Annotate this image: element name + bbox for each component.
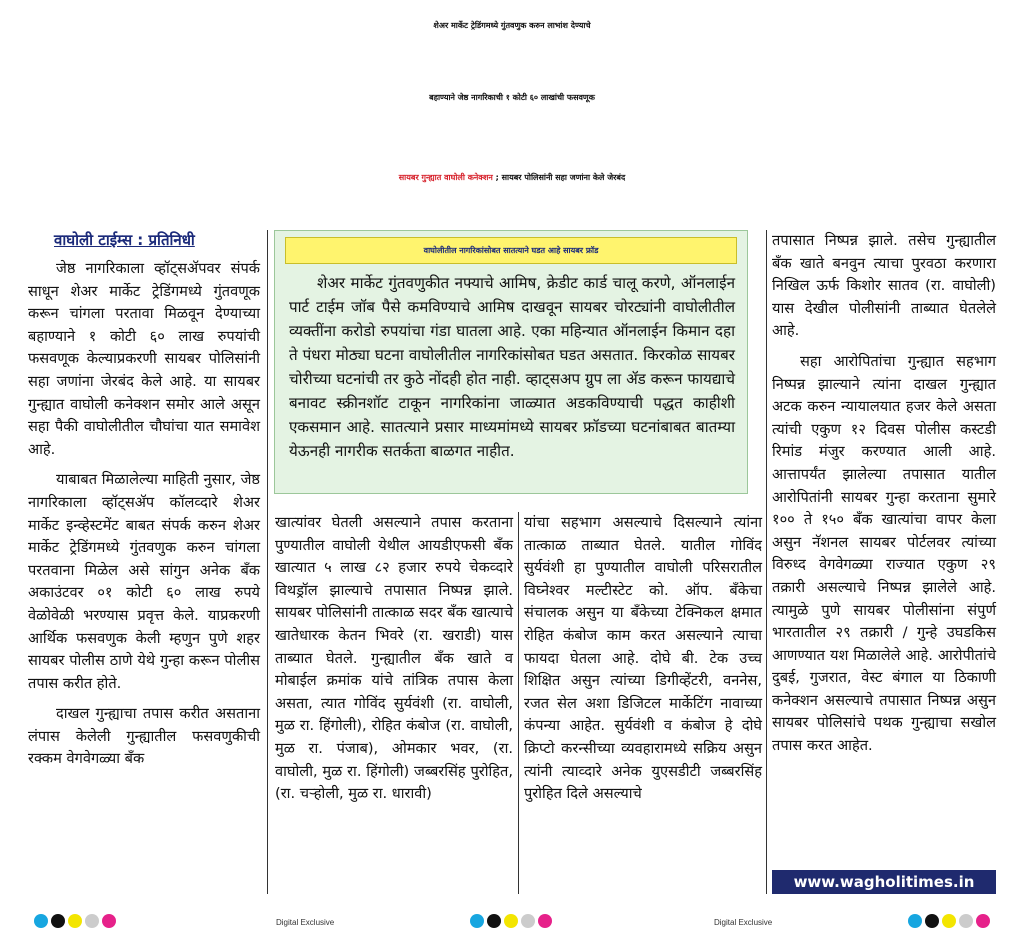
paragraph: दाखल गुन्ह्याचा तपास करीत असताना लंपास केलेली गुन्ह्यातील फसवणुकीची रक्कम वेगवेगळ्या बँक xyxy=(28,705,260,768)
black-dot-icon xyxy=(51,914,65,928)
highlight-box xyxy=(274,230,748,494)
article-column-3 xyxy=(524,512,762,814)
cyan-dot-icon xyxy=(470,914,484,928)
article-column-1 xyxy=(28,258,260,779)
footer-caption: Digital Exclusive xyxy=(276,918,335,927)
yellow-dot-icon xyxy=(68,914,82,928)
column-divider xyxy=(518,512,519,894)
gray-dot-icon xyxy=(85,914,99,928)
footer-caption: Digital Exclusive xyxy=(714,918,773,927)
black-dot-icon xyxy=(487,914,501,928)
byline: वाघोली टाईम्स : प्रतिनिधी xyxy=(54,231,195,249)
paragraph: जेष्ठ नागरिकाला व्हॉट्सॲपवर संपर्क साधून शेअर मार्केट ट्रेडिंगमध्ये गुंतवणूक करून चांगला परतावा मिळवून देण्याच्या बहाण्याने १ कोटी ६० लाख रुपयांची फसवणूक केल्याप्रकरणी सायबर पोलिसांनी सहा जणांना जेरबंद केले आहे. या सायबर गुन्ह्यात वाघोली कनेक्शन समोर आले असून सहा पैकी वाघोलीतील चौघांचा यात समावेश आहे. xyxy=(28,260,260,458)
magenta-dot-icon xyxy=(538,914,552,928)
yellow-dot-icon xyxy=(504,914,518,928)
registration-marks xyxy=(470,914,552,928)
black-dot-icon xyxy=(925,914,939,928)
highlight-box-text: शेअर मार्केट गुंतवणुकीत नफ्याचे आमिष, क्रेडीट कार्ड चालू करणे, ऑनलाईन पार्ट टाईम जॉब पैसे कमविण्याचे आमिष दाखवून सायबर चोरट्यांनी वाघोलीतील व्यक्तींना करोडो रुपयांचा गंडा घातला आहे. एका महिन्यात ऑनलाईन किमान दहा ते पंधरा मोठ्या घटना वाघोलीतील नागरिकांसोबत घडत असतात. किरकोळ सायबर चोरीच्या घटनांची तर कुठे नोंदही होत नाही. व्हाट्सअप ग्रुप ला ॲड करून फायद्याचे बनावट स्क्रीनशॉट टाकून नागरिकांना जाळ्यात अडकविण्याची पद्धत काहीशी एकसमान आहे. सातत्याने प्रसार माध्यमांमध्ये सायबर फ्रॉडच्या घटनांबाबत बातम्या येऊनही नागरीक सतर्कता बाळगत नाहीत. xyxy=(289,274,735,460)
highlight-box-title: वाघोलीतील नागरिकांसोबत सातत्याने घडत आहे सायबर फ्रॉड xyxy=(285,237,737,264)
paragraph: तपासात निष्पन्न झाले. तसेच गुन्ह्यातील बँक खाते बनवुन त्याचा पुरवठा करणारा निखिल ऊर्फ किशोर सातव (रा. वाघोली) यास देखील पोलीसांनी ताब्यात घेतलेले आहे. xyxy=(772,232,996,340)
column-divider xyxy=(766,230,767,894)
subheadline-black: ; सायबर पोलिसांनी सहा जणांना केले जेरबंद xyxy=(492,173,626,182)
subheadline-red: सायबर गुन्ह्यात वाघोली कनेक्शन xyxy=(398,173,493,182)
cyan-dot-icon xyxy=(908,914,922,928)
headline-line-1: शेअर मार्केट ट्रेडिंगमध्ये गुंतवणुक करुन लाभांश देण्याचे xyxy=(433,21,591,30)
paragraph: सहा आरोपितांचा गुन्ह्यात सहभाग निष्पन्न झाल्याने त्यांना दाखल गुन्ह्यात अटक करुन न्यायालयात हजर केले असता त्यांची एकुण १२ दिवस पोलीस कस्टडी रिमांड मंजुर करण्यात आली आहे. आत्तापर्यंत झालेल्या तपासात यातील आरोपितांनी सायबर गुन्हा करताना सुमारे १०० ते १५० बँक खात्यांचा वापर केला असुन नॅशनल सायबर पोर्टलवर त्यांच्या विरुध्द वेगवेगळ्या राज्यात एकुण २९ तक्रारी असल्याचे निष्पन्न झालेले आहे. त्यामुळे पुणे सायबर पोलीसांना संपुर्ण भारतातील २९ तक्रारी / गुन्हे उघडकिस आणण्यात यश मिळालेले आहे. आरोपीतांचे दुबई, गुजरात, वेस्ट बंगाल या ठिकाणी कनेक्शन असल्याचे तपासात निष्पन्न असुन सायबर पोलिसांचे पथक गुन्ह्याचा सखोल तपास करत आहेत. xyxy=(772,352,996,755)
column-divider xyxy=(267,230,268,894)
magenta-dot-icon xyxy=(102,914,116,928)
gray-dot-icon xyxy=(521,914,535,928)
paragraph: खात्यांवर घेतली असल्याने तपास करताना पुण्यातील वाघोली येथील आयडीएफसी बँक खात्यात ५ लाख ८२ हजार रुपये चेकव्दारे विथड्रॉल झाल्याचे तपासात निष्पन्न झाले. सायबर पोलिसांनी तात्काळ सदर बँक खात्याचे खातेधारक केतन भिवरे (रा. खराडी) यास ताब्यात घेतले. गुन्ह्यातील बँक खाते व मोबाईल क्रमांक यांचे तांत्रिक तपास केला असता, त्यात गोविंद सुर्यवंशी (रा. वाघोली, मुळ रा. हिंगोली), रोहित कंबोज (रा. वाघोली, मुळ रा. पंजाब), ओमकार भवर, (रा. वाघोली, मुळ रा. हिंगोली) जब्बरसिंह पुरोहित, (रा. चऱ्होली, मुळ रा. धारावी) xyxy=(275,514,513,803)
paragraph: याबाबत मिळालेल्या माहिती नुसार, जेष्ठ नागरिकाला व्हॉट्सॲप कॉलव्दारे शेअर मार्केट इन्व्हेस्टमेंट बाबत संपर्क करुन शेअर मार्केट ट्रेडिंगमध्ये गुंतवणुक करुन चांगला परतवाना मिळेल असे सांगुन अनेक बँक अकाउंटवर ०१ कोटी ६० लाख रुपये वेळोवेळी भरण्यास प्रवृत्त केले. याप्रकरणी आर्थिक फसवणुक केली म्हणुन पुणे शहर सायबर पोलीस ठाणे येथे गुन्हा करून पोलीस तपास करीत होते. xyxy=(28,471,260,692)
website-url[interactable]: www.wagholitimes.in xyxy=(772,870,996,894)
magenta-dot-icon xyxy=(976,914,990,928)
headline-line-2: बहाण्याने जेष्ठ नागरिकाची १ कोटी ६० लाखांची फसवणूक xyxy=(429,93,595,102)
yellow-dot-icon xyxy=(942,914,956,928)
registration-marks xyxy=(908,914,990,928)
article-column-2 xyxy=(275,512,513,814)
registration-marks xyxy=(34,914,116,928)
gray-dot-icon xyxy=(959,914,973,928)
paragraph: यांचा सहभाग असल्याचे दिसल्याने त्यांना तात्काळ ताब्यात घेतले. यातील गोविंद सुर्यवंशी हा पुण्यातील वाघोली परिसरातील विघ्नेश्वर मल्टीस्टेट को. ऑप. बँकेचा संचालक असुन या बँकेच्या टेक्निकल क्षमात रोहित कंबोज काम करत असल्याने त्याचा फायदा घेतला आहे. दोघे बी. टेक उच्च शिक्षित असुन त्यांच्या डिगीव्हेंटरी, वननेस, रजत सेल अशा डिजिटल मार्केटिंग नावाच्या कंपन्या आहेत. सुर्यवंशी व कंबोज हे दोघे क्रिप्टो करन्सीच्या व्यवहारामध्ये सक्रिय असुन त्यांनी त्याव्दारे अनेक युएसडीटी जब्बरसिंह पुरोहित दिले असल्याचे xyxy=(524,514,762,803)
subheadline xyxy=(0,172,1024,183)
article-column-4 xyxy=(772,230,996,766)
cyan-dot-icon xyxy=(34,914,48,928)
